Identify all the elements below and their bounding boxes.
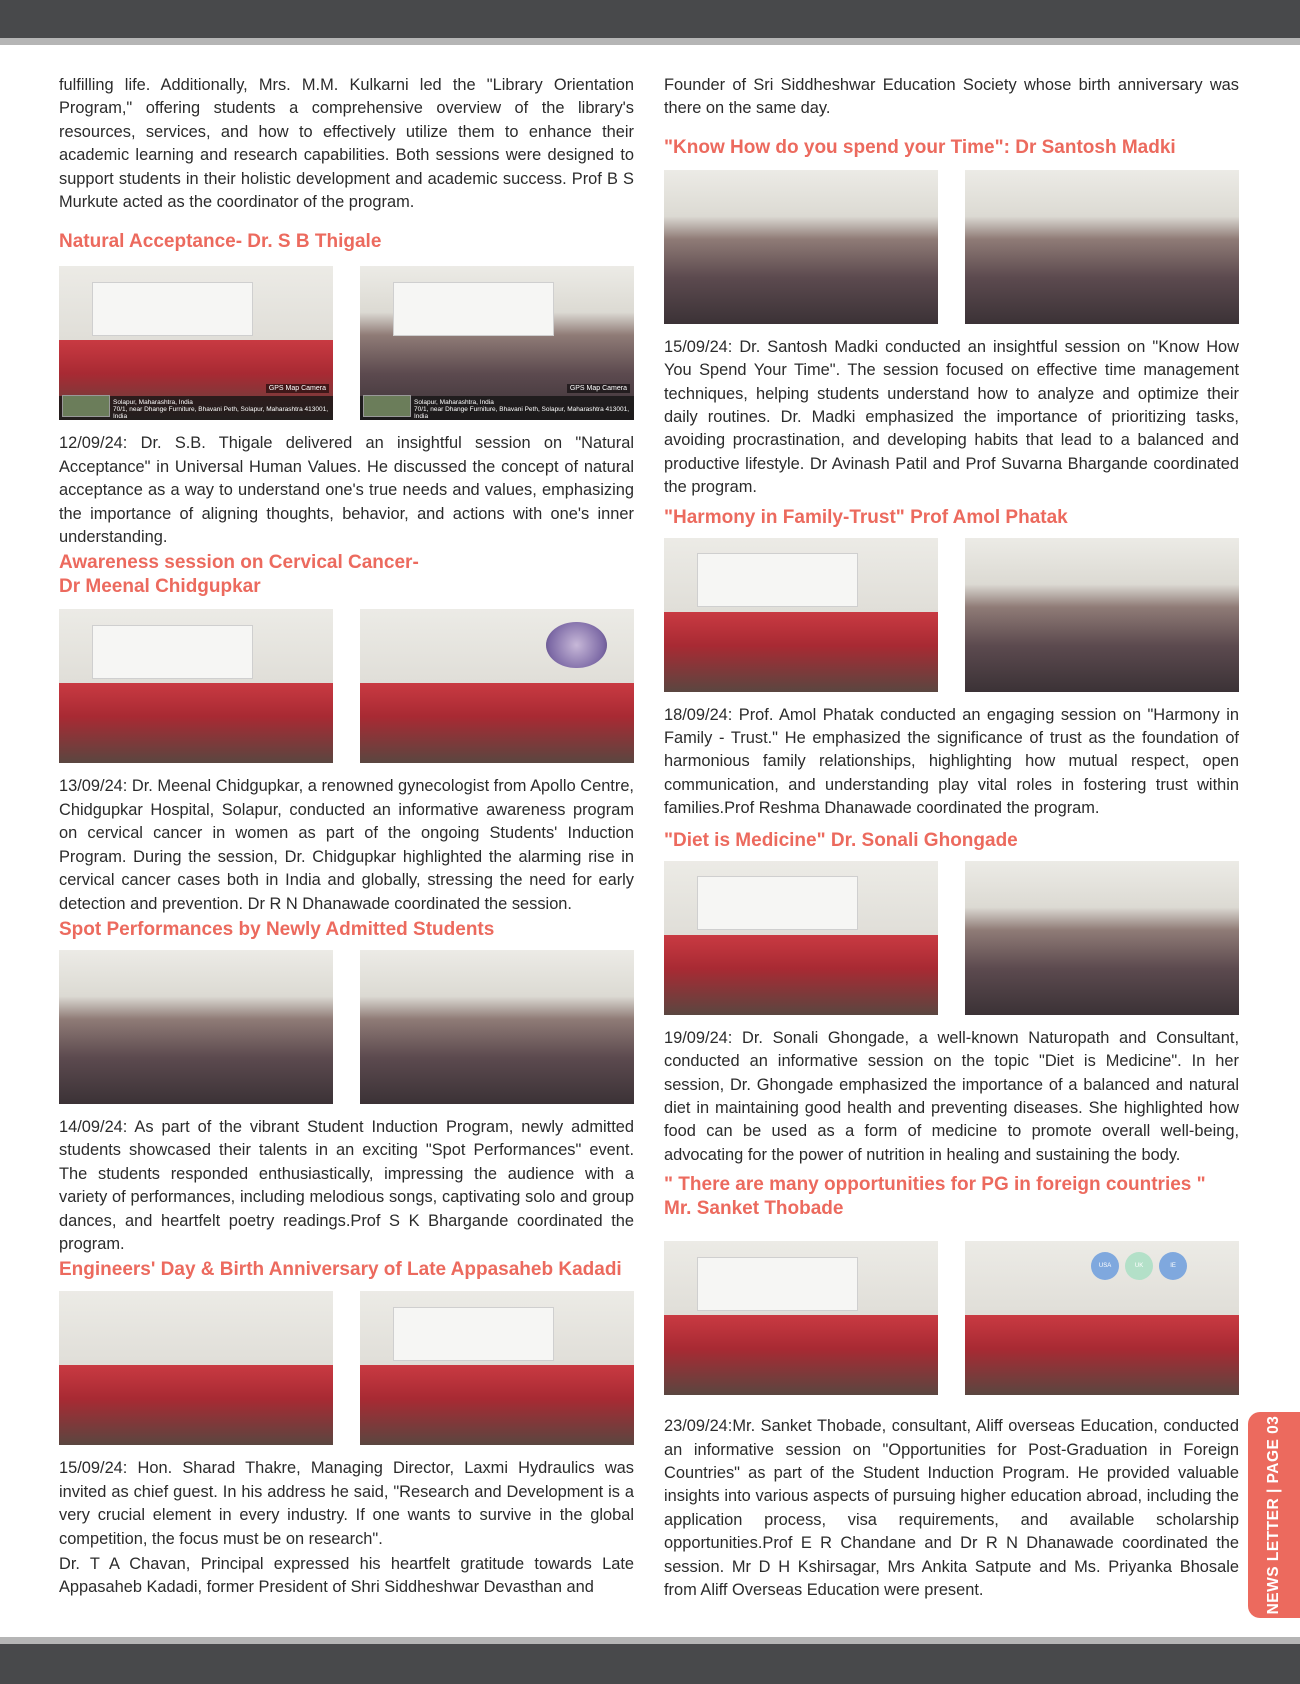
photo-chidgupkar-lecture <box>360 609 634 763</box>
bottom-footer-bar <box>0 1644 1300 1684</box>
banner <box>697 876 858 930</box>
pg-foreign-text: 23/09/24:Mr. Sanket Thobade, consultant, Aliff overseas Education, conducted an informative session on "Opportunities for Post-Graduation in Foreign Countries" as part of the Student Induction Program. He provided valuable insights into various aspects of pursuing higher education abroad, including the application process, visa requirements, and available scholarship opportunities.Prof E R Chandane and Dr R N Dhanawade coordinated the session. Mr D H Kshirsagar, Mrs Ankita Satpute and Ms. Priyanka Bhosale from Aliff Overseas Education were present. <box>664 1417 1239 1599</box>
photo-phatak-felicitation <box>664 538 938 692</box>
photo-row-pg-foreign <box>664 1241 1239 1395</box>
photo-row-natural-acceptance <box>59 266 634 420</box>
page-label: NEWS LETTER | PAGE 03 <box>1265 1415 1282 1615</box>
photo-row-engineers-day <box>59 1291 634 1445</box>
section-title-cervical-cancer: Awareness session on Cervical Cancer- Dr Meenal Chidgupkar <box>59 552 419 598</box>
geo-caption: Solapur, Maharashtra, India 70/1, near Dhange Furniture, Bhavani Peth, Solapur, Maharashtra 413001, India <box>59 396 333 421</box>
photo-thigale-session <box>360 266 634 420</box>
photo-engineers-day-group <box>59 1291 333 1445</box>
photo-row-cervical-cancer <box>59 609 634 763</box>
geo-caption: Solapur, Maharashtra, India 70/1, near Dhange Furniture, Bhavani Peth, Solapur, Maharashtra 413001, India <box>360 396 634 421</box>
projected-slide <box>1091 1252 1217 1283</box>
cervical-cancer-text: 13/09/24: Dr. Meenal Chidgupkar, a renowned gynecologist from Apollo Centre, Chidgupkar Hospital, Solapur, conducted an informative awareness program on cervical cancer in women as part of the ongoing Students' Induction Program. During the session, Dr. Chidgupkar highlighted the alarming rise in cervical cancer cases both in India and globally, stressing the need for early detection and prevention. Dr R N Dhanawade coordinated the session. <box>59 777 634 913</box>
section-title-pg-foreign: " There are many opportunities for PG in foreign countries " Mr. Sanket Thobade <box>664 1174 1206 1220</box>
whiteboard <box>92 625 253 679</box>
photo-ghongade-felicitation <box>664 861 938 1015</box>
whiteboard <box>393 282 554 336</box>
whiteboard <box>393 1307 554 1361</box>
engineers-day-text: 15/09/24: Hon. Sharad Thakre, Managing Director, Laxmi Hydraulics was invited as chief guest. In his address he said, "Research and Development is a very crucial element in every industry. If one wants to survive in the global competition, the focus must be on research". <box>59 1459 634 1548</box>
diet-medicine-text: 19/09/24: Dr. Sonali Ghongade, a well-known Naturopath and Consultant, conducted an informative session on the topic "Diet is Medicine". In her session, Dr. Ghongade emphasized the importance of a balanced and natural diet in maintaining good health and preventing diseases. She highlighted how food can be used as a form of medicine to promote overall well-being, advocating for the power of nutrition in healing and sustaining the body. <box>664 1028 1239 1164</box>
natural-acceptance-text: 12/09/24: Dr. S.B. Thigale delivered an insightful session on "Natural Acceptance" in Universal Human Values. He discussed the concept of natural acceptance as a way to understand one's true needs and values, emphasizing the importance of aligning thoughts, behavior, and actions with one's inner understanding. <box>59 434 634 547</box>
page-side-tab <box>1248 1412 1300 1618</box>
photo-song-performance <box>360 950 634 1104</box>
section-title-spot-performances: Spot Performances by Newly Admitted Students <box>59 918 495 940</box>
photo-dance-performance <box>59 950 333 1104</box>
slide-circle-ie: IE <box>1159 1252 1187 1280</box>
whiteboard <box>697 1257 858 1311</box>
projected-slide <box>546 622 606 668</box>
photo-thigale-felicitation <box>59 266 333 420</box>
photo-phatak-audience <box>965 538 1239 692</box>
photo-row-spot-performances <box>59 950 634 1104</box>
section-title-harmony-family: "Harmony in Family-Trust" Prof Amol Phatak <box>664 506 1068 528</box>
section-title-engineers-day: Engineers' Day & Birth Anniversary of Late Appasaheb Kadadi <box>59 1259 622 1281</box>
photo-chidgupkar-felicitation <box>59 609 333 763</box>
geo-camera-tag: GPS Map Camera <box>567 384 630 393</box>
photo-thobade-felicitation <box>664 1241 938 1395</box>
geo-map-thumbnail <box>363 395 411 417</box>
geo-camera-tag: GPS Map Camera <box>266 384 329 393</box>
spend-time-text: 15/09/24: Dr. Santosh Madki conducted an insightful session on "Know How You Spend Your Time". The session focused on effective time management techniques, helping students understand how to analyze and optimize their daily routines. Dr. Madki emphasized the importance of prioritizing tasks, avoiding procrastination, and developing habits that lead to a balanced and productive lifestyle. Dr Avinash Patil and Prof Suvarna Bhargande coordinated the program. <box>664 337 1239 497</box>
top-accent-strip <box>0 38 1300 45</box>
photo-ghongade-session <box>965 861 1239 1015</box>
engineers-day-text-continued: Dr. T A Chavan, Principal expressed his heartfelt gratitude towards Late Appasaheb Kadadi, former President of Shri Siddheshwar Devasthan and <box>59 1554 634 1597</box>
harmony-family-text: 18/09/24: Prof. Amol Phatak conducted an engaging session on "Harmony in Family - Trust." He emphasized the significance of trust as the foundation of harmonious family relationships, highlighting how mutual respect, open communication, and understanding play vital roles in fostering trust within families.Prof Reshma Dhanawade coordinated the program. <box>664 705 1239 818</box>
section-title-spend-time: "Know How do you spend your Time": Dr Santosh Madki <box>664 136 1176 158</box>
photo-row-harmony-family <box>664 538 1239 692</box>
section-title-natural-acceptance: Natural Acceptance- Dr. S B Thigale <box>59 231 382 253</box>
right-column <box>664 74 1239 1602</box>
photo-row-diet-medicine <box>664 861 1239 1015</box>
spot-performances-text: 14/09/24: As part of the vibrant Student Induction Program, newly admitted students showcased their talents in an exciting "Spot Performances" event. The students responded enthusiastically, impressing the audience with a variety of performances, including melodious songs, captivating solo and group dances, and heartfelt poetry readings.Prof S K Bhargande coordinated the program. <box>59 1117 634 1253</box>
whiteboard <box>92 282 253 336</box>
banner <box>697 553 858 607</box>
right-intro-text: Founder of Sri Siddheshwar Education Society whose birth anniversary was there on the same day. <box>664 76 1239 118</box>
section-title-diet-medicine: "Diet is Medicine" Dr. Sonali Ghongade <box>664 829 1018 851</box>
photo-row-spend-time <box>664 170 1239 324</box>
left-intro-text: fulfilling life. Additionally, Mrs. M.M. Kulkarni led the "Library Orientation Program," offering students a comprehensive overview of the library's resources, services, and how to effectively utilize them to enhance their academic learning and research capabilities. Both sessions were designed to support students in their holistic development and academic success. Prof B S Murkute acted as the coordinator of the program. <box>59 76 634 212</box>
bottom-accent-strip <box>0 1637 1300 1644</box>
top-header-bar <box>0 0 1300 38</box>
slide-circle-usa: USA <box>1091 1252 1119 1280</box>
photo-madki-speaking <box>664 170 938 324</box>
photo-madki-audience <box>965 170 1239 324</box>
left-column <box>59 74 634 1600</box>
photo-thobade-presentation <box>965 1241 1239 1395</box>
photo-engineers-day-address <box>360 1291 634 1445</box>
geo-map-thumbnail <box>62 395 110 417</box>
slide-circle-uk: UK <box>1125 1252 1153 1280</box>
